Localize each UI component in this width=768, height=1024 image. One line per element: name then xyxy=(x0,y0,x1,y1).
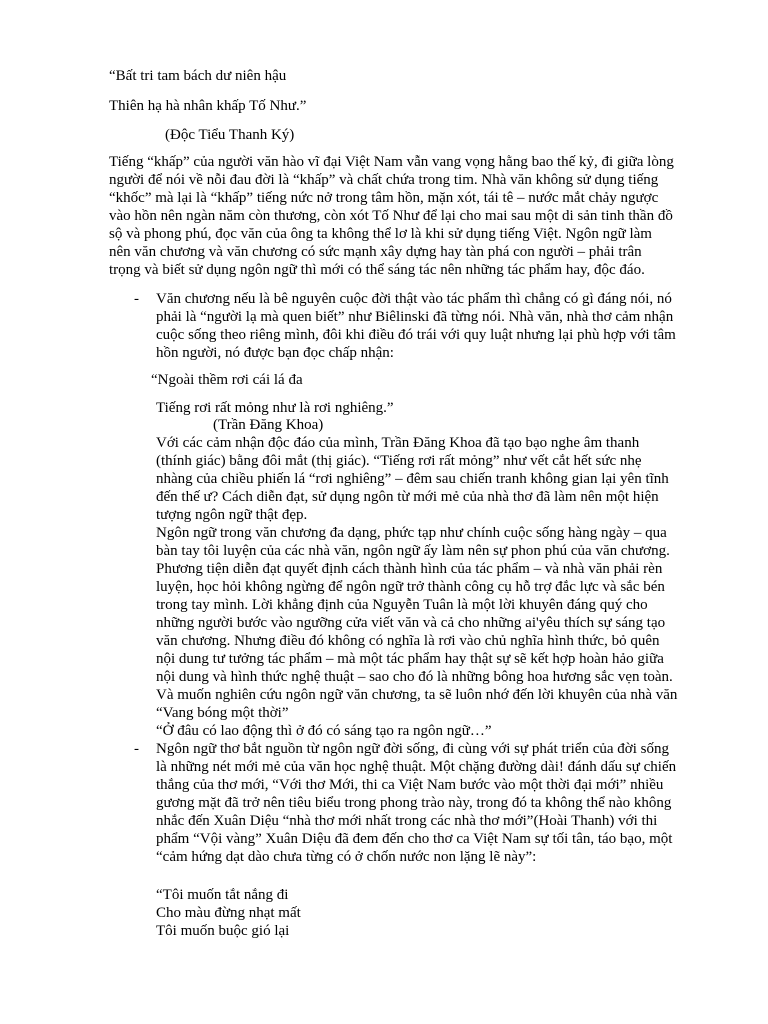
poem-line: Cho màu đừng nhạt mất xyxy=(156,905,301,921)
poem-source: (Trần Đăng Khoa) xyxy=(213,417,324,433)
paragraph-line: đến thế ư? Cách diễn đạt, sử dụng ngôn từ mới mẻ của nhà thơ đã làm nên một hiện xyxy=(156,489,659,505)
paragraph-line: nội dung và hình thức nghệ thuật – sao cho đó là những bông hoa hương sắc vẹn toàn. xyxy=(156,669,673,685)
poem-line: “Ngoài thềm rơi cái lá đa xyxy=(151,372,303,388)
bullet-line: phẩm “Vội vàng” Xuân Diệu đã đem đến cho thơ ca Việt Nam sự tối tân, táo bạo, một xyxy=(156,831,673,847)
paragraph-line: văn chương. Nhưng điều đó không có nghĩa là rơi vào chủ nghĩa hình thức, bỏ quên xyxy=(156,633,660,649)
epigraph-line: Thiên hạ hà nhân khấp Tố Như.” xyxy=(109,98,307,114)
paragraph-line: (thính giác) bằng đôi mắt (thị giác). “Tiếng rơi rất mỏng” như vết cắt hết sức nhẹ xyxy=(156,453,642,469)
epigraph-line: “Bất tri tam bách dư niên hậu xyxy=(109,68,287,84)
paragraph-line: Với các cảm nhận độc đáo của mình, Trần Đăng Khoa đã tạo bạo nghe âm thanh xyxy=(156,435,640,451)
quote-line: “Ở đâu có lao động thì ở đó có sáng tạo ra ngôn ngữ…” xyxy=(156,723,492,739)
paragraph-line: Ngôn ngữ trong văn chương đa dạng, phức tạp như chính cuộc sống hàng ngày – qua xyxy=(156,525,667,541)
paragraph-line: Và muốn nghiên cứu ngôn ngữ văn chương, ta sẽ luôn nhớ đến lời khuyên của nhà văn xyxy=(156,687,678,703)
epigraph-source: (Độc Tiểu Thanh Ký) xyxy=(165,127,295,143)
paragraph-line: sộ và phong phú, đọc văn của ông ta không thể lơ là khi sử dụng tiếng Việt. Ngôn ngữ làm xyxy=(109,226,652,242)
bullet-line: phải là “người lạ mà quen biết” như Biêlinski đã từng nói. Nhà văn, nhà thơ cảm nhận xyxy=(156,309,674,325)
bullet-line: gương mặt đã trở nên tiêu biểu trong phong trào này, trong đó ta không thể nào không xyxy=(156,795,672,811)
bullet-marker: - xyxy=(134,741,139,757)
bullet-line: “cảm hứng dạt dào chưa từng có ở chốn nước non lặng lẽ này”: xyxy=(156,849,537,865)
paragraph-line: trong tay mình. Lời khẳng định của Nguyễn Tuân là một lời khuyên đáng quý cho xyxy=(156,597,648,613)
paragraph-line: người để nói về nỗi đau đời là “khấp” và chất chứa trong tim. Nhà văn không sử dụng tiếng xyxy=(109,172,659,188)
bullet-line: Ngôn ngữ thơ bắt nguồn từ ngôn ngữ đời sống, đi cùng với sự phát triển của đời sống xyxy=(156,741,669,757)
paragraph-line: trọng và biết sử dụng ngôn ngữ thì mới có thể sáng tác nên những tác phẩm hay, độc đáo. xyxy=(109,262,645,278)
paragraph-line: nên văn chương và văn chương có sức mạnh xây dựng hay tàn phá con người – phải trân xyxy=(109,244,642,260)
bullet-line: nhắc đến Xuân Diệu “nhà thơ mới nhất trong các nhà thơ mới”(Hoài Thanh) với thi xyxy=(156,813,658,829)
bullet-line: Văn chương nếu là bê nguyên cuộc đời thật vào tác phẩm thì chẳng có gì đáng nói, nó xyxy=(156,291,672,307)
bullet-marker: - xyxy=(134,291,139,307)
poem-line: “Tôi muốn tắt nắng đi xyxy=(156,887,289,903)
paragraph-line: Phương tiện diễn đạt quyết định cách thành hình của tác phẩm – và nhà văn phải rèn xyxy=(156,561,663,577)
paragraph-line: những người bước vào ngưỡng cửa viết văn và cả cho những ai'yêu thích sự sáng tạo xyxy=(156,615,666,631)
poem-line: Tiếng rơi rất mỏng như là rơi nghiêng.” xyxy=(156,400,394,416)
paragraph-line: “Vang bóng một thời” xyxy=(156,705,289,721)
paragraph-line: nội dung tư tưởng tác phẩm – mà một tác phẩm hay thật sự sẽ kết hợp hoàn hảo giữa xyxy=(156,651,664,667)
bullet-line: là những nét mới mẻ của văn học nghệ thuật. Một chặng đường dài! đánh dấu sự chiến xyxy=(156,759,677,775)
poem-line: Tôi muốn buộc gió lại xyxy=(156,923,290,939)
paragraph-line: tượng ngôn ngữ thật đẹp. xyxy=(156,507,308,523)
bullet-line: thắng của thơ mới, “Với thơ Mới, thi ca Việt Nam bước vào một thời đại mới” nhiều xyxy=(156,777,664,793)
paragraph-line: Tiếng “khấp” của người văn hào vĩ đại Việt Nam vẫn vang vọng hằng bao thế kỷ, đi giữa lòng xyxy=(109,154,674,170)
paragraph-line: bàn tay tôi luyện của các nhà văn, ngôn ngữ ấy làm nên sự phon phú của văn chương. xyxy=(156,543,670,559)
paragraph-line: nhàng của chiều phiến lá “rơi nghiêng” – đêm sau chiến tranh không gian lại yên tĩnh xyxy=(156,471,669,487)
bullet-line: cuộc sống theo riêng mình, đôi khi điều đó trái với quy luật nhưng lại phù hợp với tâm xyxy=(156,327,676,343)
paragraph-line: vào hồn nên ngàn năm còn thương, còn xót Tố Như để lại cho mai sau một di sản tinh thần đồ xyxy=(109,208,673,224)
paragraph-line: luyện, học hỏi không ngừng để ngôn ngữ trở thành công cụ hỗ trợ đắc lực và sắc bén xyxy=(156,579,665,595)
paragraph-line: “khốc” mà lại là “khấp” tiếng nức nở trong tâm hồn, mặn xót, tái tê – nước mắt chảy ngược xyxy=(109,190,659,206)
bullet-line: hồn người, nó được bạn đọc chấp nhận: xyxy=(156,345,394,361)
